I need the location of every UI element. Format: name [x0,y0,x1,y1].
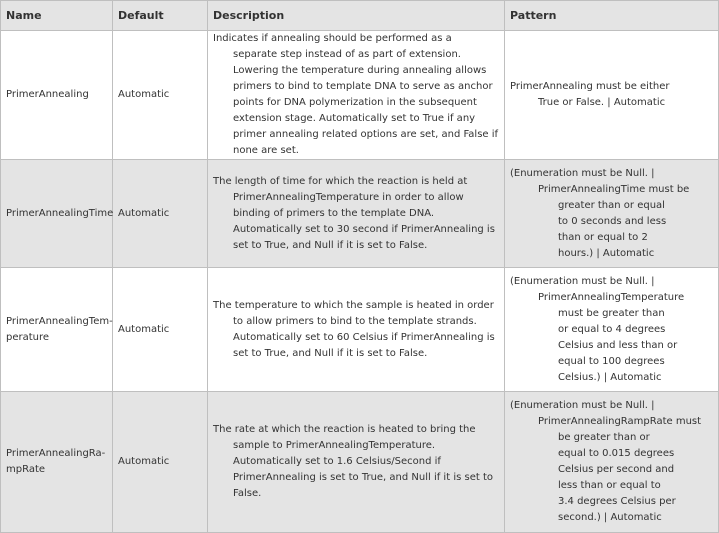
option-name: PrimerAnnealingTem-perature [1,268,113,392]
option-pattern [505,31,719,160]
option-name: PrimerAnnealingRa-mpRate [1,392,113,533]
table-row [1,268,719,392]
pattern-line: equal to 0.015 degrees [558,448,675,459]
option-name: PrimerAnnealing [1,31,113,160]
pattern-line: (Enumeration must be Null. | [510,275,655,287]
option-description [208,392,505,533]
description-text: The temperature to which the sample is heated in order to allow primers to bind to the template strands. Automatically set to 60 Celsius if PrimerAnnealing is set to True, and Null if it is set to False. [213,299,495,359]
description-text: The length of time for which the reaction is held at PrimerAnnealingTemperature in order to allow binding of primers to the template DNA. Automatically set to 30 second if PrimerAnnealing is set to True, and Null if it is set to False. [213,175,495,251]
option-description [208,268,505,392]
header-pattern: Pattern [505,1,719,31]
option-description [208,31,505,160]
pattern-line: Celsius per second and [558,464,675,475]
description-text: The rate at which the reaction is heated to bring the sample to PrimerAnnealingTemperature. Automatically set to 1.6 Celsius/Second if PrimerAnnealing is set to True, and Null if it is set to False. [213,424,493,499]
header-name: Name [1,1,113,31]
pattern-line: PrimerAnnealing must be either [510,81,670,92]
option-pattern [505,160,719,268]
option-description [208,160,505,268]
pattern-line: or equal to 4 degrees [558,323,666,335]
option-pattern [505,268,719,392]
pattern-line: to 0 seconds and less [558,215,667,227]
pattern-line: second.) | Automatic [558,512,662,523]
pattern-line: less than or equal to [558,480,661,491]
option-default: Automatic [113,392,208,533]
pattern-line: must be greater than [558,307,665,319]
pattern-line: PrimerAnnealingTime must be [538,183,690,195]
header-row [1,1,719,31]
pattern-line: 3.4 degrees Celsius per [558,496,676,507]
option-pattern [505,392,719,533]
option-default: Automatic [113,160,208,268]
pattern-line: PrimerAnnealingRampRate must [538,416,702,427]
table-row [1,160,719,268]
pattern-line: hours.) | Automatic [558,247,655,259]
table-row [1,31,719,160]
description-text: Indicates if annealing should be performed as a separate step instead of as part of extension. Lowering the temperature during annealing allows primers to bind to template DNA to serve as anchor points for DNA polymerization in the subsequent extension stage. Automatically set to True if any primer annealing related options are set, and False if none are set. [213,33,499,156]
pattern-line: Celsius.) | Automatic [558,371,662,383]
option-default: Automatic [113,268,208,392]
pattern-line: be greater than or [558,432,650,443]
table-row [1,392,719,533]
header-default: Default [113,1,208,31]
pattern-line: greater than or equal [558,199,665,211]
pattern-line: (Enumeration must be Null. | [510,167,655,179]
pattern-line: True or False. | Automatic [538,97,666,108]
pattern-line: (Enumeration must be Null. | [510,400,655,411]
option-default: Automatic [113,31,208,160]
pattern-line: than or equal to 2 [558,231,648,243]
header-description: Description [208,1,505,31]
option-name: PrimerAnnealingTime [1,160,113,268]
pattern-line: equal to 100 degrees [558,355,665,367]
pattern-line: Celsius and less than or [558,339,678,351]
pattern-line: PrimerAnnealingTemperature [538,291,685,303]
